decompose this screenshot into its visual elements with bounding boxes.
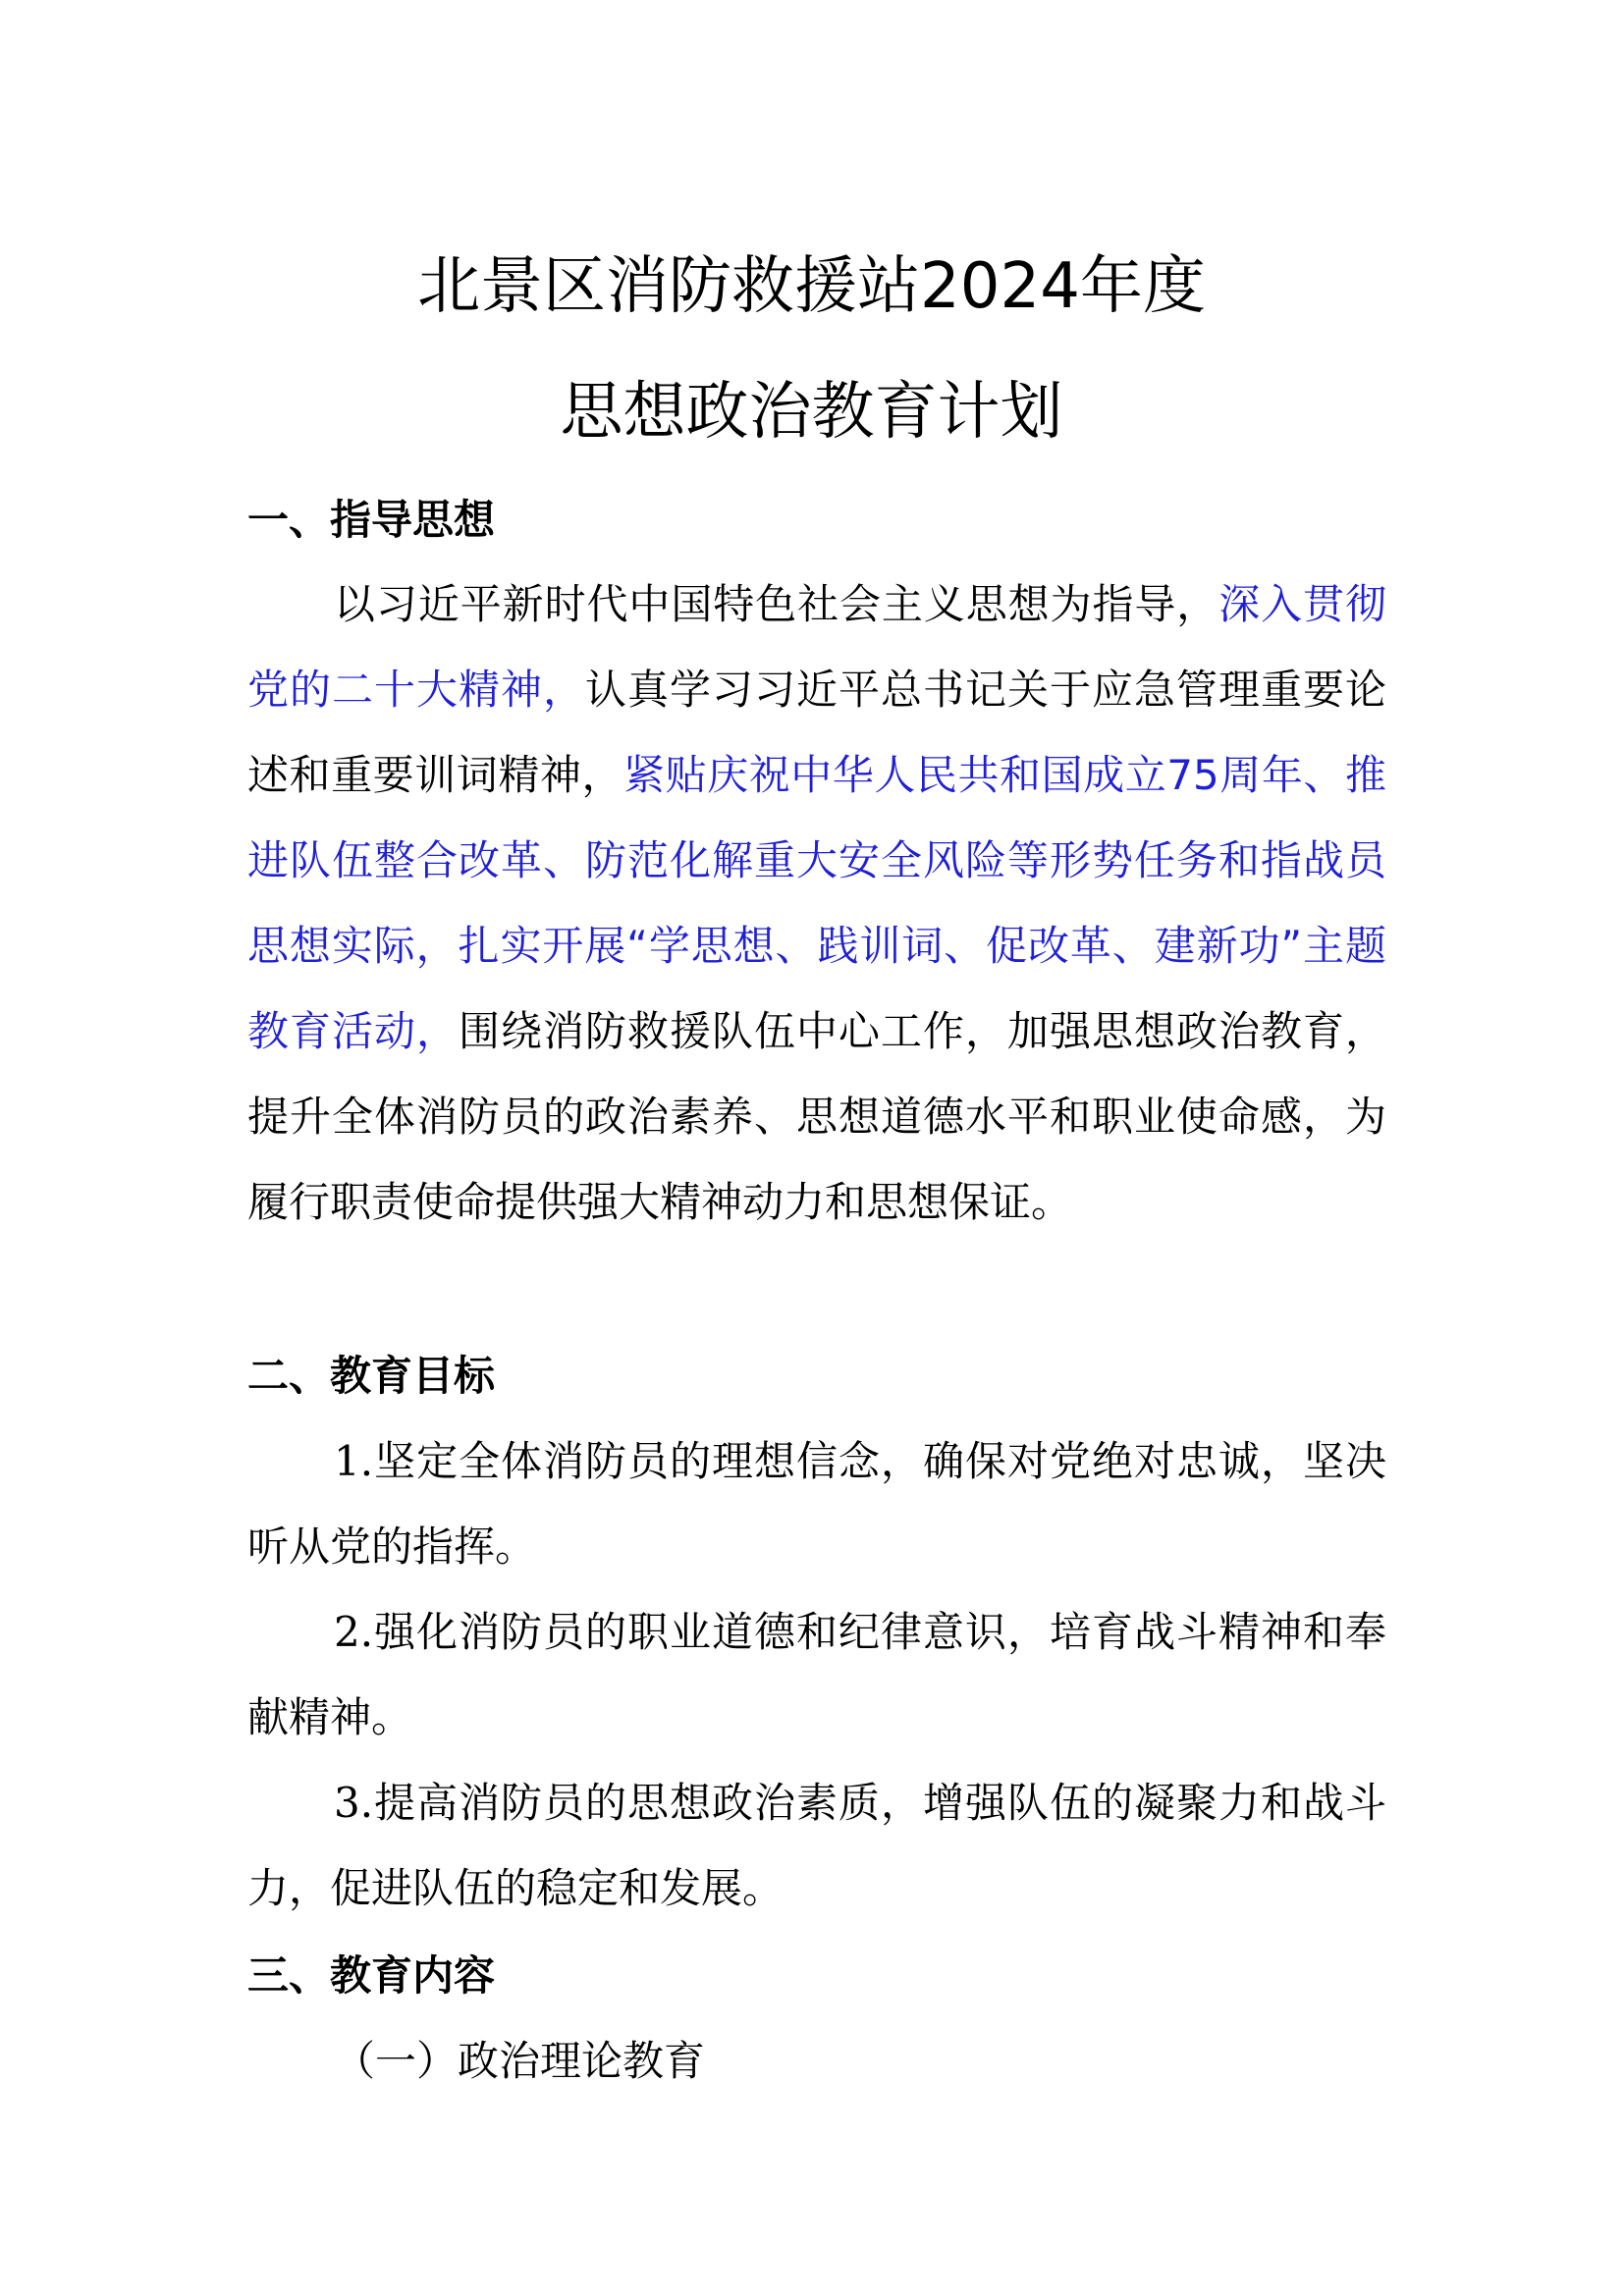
paragraph-text: 以习近平新时代中国特色社会主义思想为指导， bbox=[334, 580, 1219, 628]
highlighted-text: 紧贴庆祝中华人民共和国成立75周年、推进队伍整合改革、防范化解重大安全风险等形势任务和指战员思想实际，扎实开展“学思想、践训词、促改革、建新功”主题教育活动， bbox=[247, 751, 1386, 1055]
subsection-heading-political-theory: （一）政治理论教育 bbox=[334, 2037, 706, 2085]
section-heading-guiding-ideology: 一、指导思想 bbox=[247, 496, 496, 544]
goal-item-2: 2.强化消防员的职业道德和纪律意识，培育战斗精神和奉献精神。 bbox=[247, 1608, 1386, 1741]
document-title-line-1: 北景区消防救援站2024年度 bbox=[417, 250, 1206, 323]
section-heading-education-content: 三、教育内容 bbox=[247, 1951, 496, 2000]
paragraph-text: 认真学习习近平总书记关于应急管理重要论述和重要训词精神， bbox=[247, 666, 1386, 799]
paragraph-text: 围绕消防救援队伍中心工作，加强思想政治教育，提升全体消防员的政治素养、思想道德水平和职业使命感，为履行职责使命提供强大精神动力和思想保证。 bbox=[247, 1007, 1386, 1226]
document-title-line-2: 思想政治教育计划 bbox=[560, 376, 1063, 449]
goal-item-3: 3.提高消防员的思想政治素质，增强队伍的凝聚力和战斗力，促进队伍的稳定和发展。 bbox=[247, 1779, 1386, 1912]
highlighted-text: 深入贯彻党的二十大精神， bbox=[247, 580, 1386, 714]
goal-item-1: 1.坚定全体消防员的理想信念，确保对党绝对忠诚，坚决听从党的指挥。 bbox=[247, 1437, 1386, 1571]
guiding-ideology-paragraph bbox=[247, 561, 1386, 1245]
section-heading-education-goals: 二、教育目标 bbox=[247, 1352, 496, 1400]
